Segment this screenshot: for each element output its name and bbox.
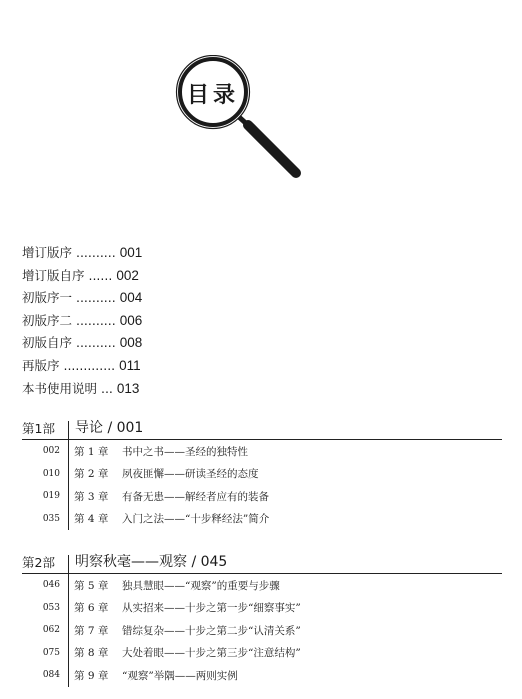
part-header <box>22 553 502 574</box>
toc-entry-label: 增订版序 <box>22 245 73 260</box>
chapter-title: 独具慧眼——“观察”的重要与步骤 <box>122 579 280 592</box>
part-divider <box>68 555 69 573</box>
toc-logo <box>160 55 310 185</box>
chapter-entry[interactable] <box>22 597 502 620</box>
toc-leader-dots: ... <box>97 380 117 396</box>
chapter-number: 第 6 章 <box>74 602 109 615</box>
toc-entry-label: 初版自序 <box>22 335 73 351</box>
toc-leader-dots: .......... <box>72 335 120 351</box>
chapter-number: 第 4 章 <box>74 513 109 526</box>
chapter-entry[interactable] <box>22 664 502 687</box>
chapter-number: 第 3 章 <box>74 490 109 503</box>
chapter-number: 第 1 章 <box>74 445 109 458</box>
chapter-entry[interactable] <box>22 485 502 508</box>
toc-leader-dots: .......... <box>72 245 120 260</box>
toc-entry-page: 011 <box>119 357 141 373</box>
chapter-page: 053 <box>42 602 60 613</box>
chapter-title: 入门之法——“十步释经法”简介 <box>122 513 270 526</box>
chapter-page: 019 <box>42 491 60 502</box>
chapter-entry[interactable] <box>22 440 502 463</box>
part-divider <box>68 421 69 439</box>
chapter-entry[interactable] <box>22 619 502 642</box>
part-section <box>22 553 502 687</box>
chapter-title: “观察”举隅——两则实例 <box>122 669 238 682</box>
toc-entry[interactable] <box>22 378 142 401</box>
toc-entry[interactable] <box>22 332 142 355</box>
chapter-entry[interactable] <box>22 642 502 665</box>
page-title: 目录 <box>186 83 239 108</box>
toc-entry[interactable] <box>22 287 142 310</box>
toc-entry-label: 再版序 <box>22 357 60 373</box>
toc-leader-dots: .......... <box>72 312 120 328</box>
toc-leader-dots: ............. <box>59 357 120 373</box>
toc-entry-label: 本书使用说明 <box>22 380 98 396</box>
chapter-page: 075 <box>42 647 60 658</box>
toc-entry-label: 初版序一 <box>22 290 73 306</box>
part-label: 第2部 <box>22 555 55 570</box>
part-label: 第1部 <box>22 421 55 436</box>
chapter-entry[interactable] <box>22 463 502 486</box>
magnifier-icon <box>160 55 310 185</box>
chapter-page: 002 <box>42 446 60 457</box>
chapter-title: 大处着眼——十步之第三步“注意结构” <box>122 647 301 660</box>
chapter-page: 062 <box>42 625 60 636</box>
chapter-title: 错综复杂——十步之第二步“认清关系” <box>122 624 301 637</box>
part-section <box>22 419 502 530</box>
part-title[interactable]: 明察秋毫——观察 / 045 <box>75 554 228 570</box>
toc-entry-label: 初版序二 <box>22 312 73 328</box>
chapter-page: 010 <box>42 468 60 479</box>
toc-entry[interactable] <box>22 265 142 288</box>
chapter-page: 084 <box>42 670 60 681</box>
chapter-number: 第 2 章 <box>74 468 109 481</box>
toc-entry-page: 002 <box>116 267 139 283</box>
chapter-number: 第 9 章 <box>74 669 109 682</box>
preface-list <box>22 242 142 400</box>
chapter-title: 从实招来——十步之第一步“细察事实” <box>122 602 301 615</box>
chapter-entry[interactable] <box>22 574 502 597</box>
chapter-title: 书中之书——圣经的独特性 <box>122 445 248 458</box>
part-title[interactable]: 导论 / 001 <box>75 420 144 436</box>
chapter-page: 035 <box>42 513 60 524</box>
chapter-number: 第 5 章 <box>74 579 109 592</box>
chapter-number: 第 8 章 <box>74 647 109 660</box>
chapter-list <box>22 440 502 530</box>
toc-entry[interactable] <box>22 355 142 378</box>
part-header <box>22 419 502 440</box>
toc-entry-page: 001 <box>119 245 143 260</box>
chapter-title: 有备无患——解经者应有的装备 <box>122 490 269 503</box>
toc-entry-page: 008 <box>119 335 143 351</box>
toc-entry-label: 增订版自序 <box>22 267 85 283</box>
chapter-list <box>22 574 502 687</box>
chapter-page: 046 <box>42 580 60 591</box>
toc-entry[interactable] <box>22 242 142 265</box>
toc-entry[interactable] <box>22 310 142 333</box>
chapter-entry[interactable] <box>22 508 502 531</box>
chapter-title: 夙夜匪懈——研读圣经的态度 <box>122 468 259 481</box>
toc-entry-page: 013 <box>116 380 140 396</box>
toc-entry-page: 004 <box>119 290 143 306</box>
toc-leader-dots: ...... <box>84 267 117 283</box>
toc-entry-page: 006 <box>119 312 143 328</box>
chapter-number: 第 7 章 <box>74 624 109 637</box>
toc-leader-dots: .......... <box>72 290 120 306</box>
